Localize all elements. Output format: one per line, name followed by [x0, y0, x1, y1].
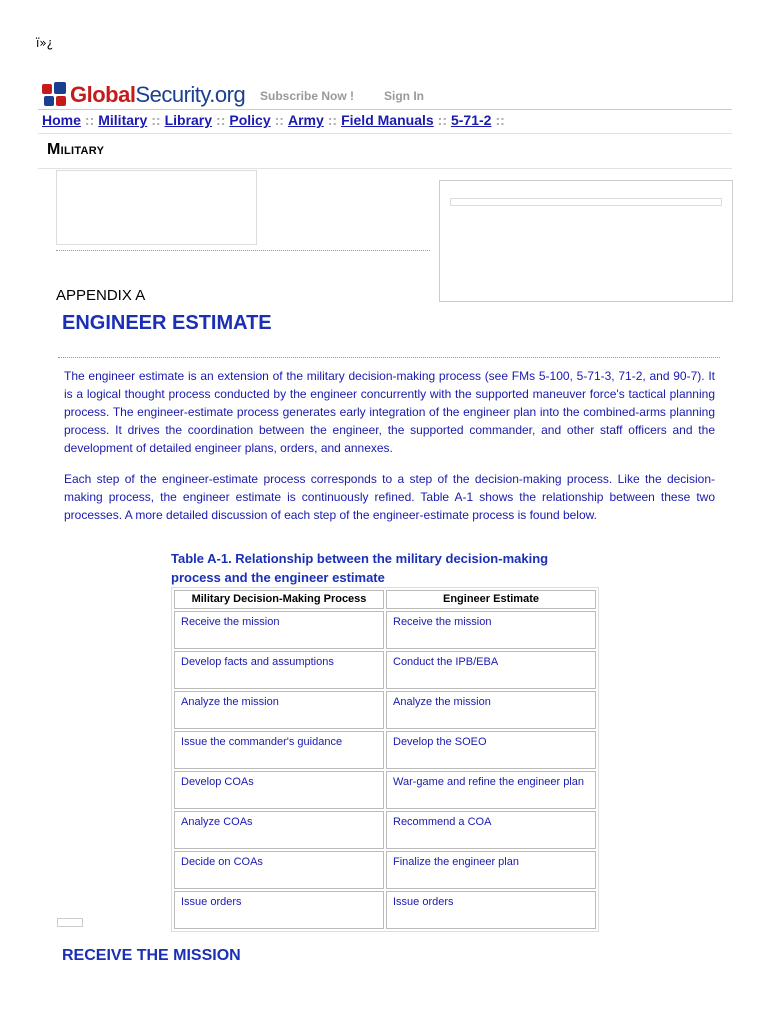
table-cell: Develop the SOEO [386, 731, 596, 769]
section-title: Military [47, 141, 105, 158]
paragraph: The engineer estimate is an extension of the military decision-making process (see FMs 5-100, 5-71-3, 71-2, and 90-7). It is a logical thought process conducted by the engineer concurrently with the supported maneuver force's tactical planning process. The engineer-estimate process generates early integration of the engineer plan into the combined-arms planning process. It drives the coordination between the engineer, the supported commander, and other staff officers and the development of detailed engineer plans, orders, and annexes. [64, 369, 715, 455]
table-cell: Recommend a COA [386, 811, 596, 849]
table-cell: Receive the mission [386, 611, 596, 649]
nav-military-link[interactable]: Military [98, 112, 148, 128]
table-header-cell: Engineer Estimate [386, 590, 596, 609]
table-cell: Issue orders [386, 891, 596, 929]
table-cell: Analyze COAs [174, 811, 384, 849]
table-cell: Receive the mission [174, 611, 384, 649]
nav-separator: :: [274, 112, 284, 128]
nav-divider [38, 133, 732, 134]
table-cell: Issue the commander's guidance [174, 731, 384, 769]
table-caption: Table A-1. Relationship between the military decision-making process and the engineer estimate [171, 551, 549, 585]
table-cell: Conduct the IPB/EBA [386, 651, 596, 689]
ad-box-inner [450, 198, 722, 206]
nav-separator: :: [437, 112, 447, 128]
nav-home-link[interactable]: Home [42, 112, 81, 128]
table-header-cell: Military Decision-Making Process [174, 590, 384, 609]
table-row [174, 731, 596, 769]
nav-army-link[interactable]: Army [287, 112, 324, 128]
table-cell: Analyze the mission [174, 691, 384, 729]
site-logo[interactable] [40, 80, 245, 110]
table-cell: War-game and refine the engineer plan [386, 771, 596, 809]
table-cell: Develop facts and assumptions [174, 651, 384, 689]
encoding-artifact-text: ï»¿ [36, 36, 54, 50]
nav-separator: :: [327, 112, 338, 128]
nav-library-link[interactable]: Library [164, 112, 213, 128]
nav-separator: :: [84, 112, 95, 128]
logo-security-text: Security.org [135, 82, 246, 107]
relationship-table [171, 587, 599, 932]
table-row [174, 811, 596, 849]
nav-separator: :: [151, 112, 161, 128]
paragraph: Each step of the engineer-estimate process corresponds to a step of the decision-making process. Like the decision-making process, the engineer estimate is continuously refined. Table A-1 shows the relationship between these two processes. A more detailed discussion of each step of the engineer-estimate process is found below. [64, 472, 715, 522]
nav-policy-link[interactable]: Policy [229, 112, 271, 128]
nav-field-manuals-link[interactable]: Field Manuals [341, 112, 434, 128]
section-divider [38, 168, 732, 169]
nav-fm-5-71-2-link[interactable]: 5-71-2 [450, 112, 492, 128]
small-placeholder-box [57, 918, 83, 927]
breadcrumb [42, 112, 509, 128]
ad-placeholder [56, 170, 257, 245]
sign-in-link[interactable]: Sign In [384, 89, 424, 103]
nav-separator: :: [216, 112, 226, 128]
table-cell: Decide on COAs [174, 851, 384, 889]
dotted-divider [56, 250, 430, 251]
table-row [174, 691, 596, 729]
title-divider [58, 357, 720, 358]
globe-logo-icon [40, 82, 68, 108]
table-cell: Develop COAs [174, 771, 384, 809]
header-divider [38, 109, 732, 110]
nav-separator: :: [495, 112, 505, 128]
table-header-row [174, 590, 596, 609]
appendix-label: APPENDIX A [56, 287, 146, 304]
site-header [38, 80, 732, 110]
table-row [174, 611, 596, 649]
subscribe-link[interactable]: Subscribe Now ! [260, 89, 355, 103]
table-row [174, 651, 596, 689]
table-row [174, 771, 596, 809]
table-cell: Analyze the mission [386, 691, 596, 729]
ad-box [439, 180, 733, 302]
table-row [174, 851, 596, 889]
table-cell: Finalize the engineer plan [386, 851, 596, 889]
table-row [174, 891, 596, 929]
page-title: ENGINEER ESTIMATE [62, 312, 272, 334]
logo-wordmark [70, 82, 245, 108]
section-heading: RECEIVE THE MISSION [62, 947, 241, 964]
table-cell: Issue orders [174, 891, 384, 929]
logo-global-text: Global [70, 82, 136, 107]
